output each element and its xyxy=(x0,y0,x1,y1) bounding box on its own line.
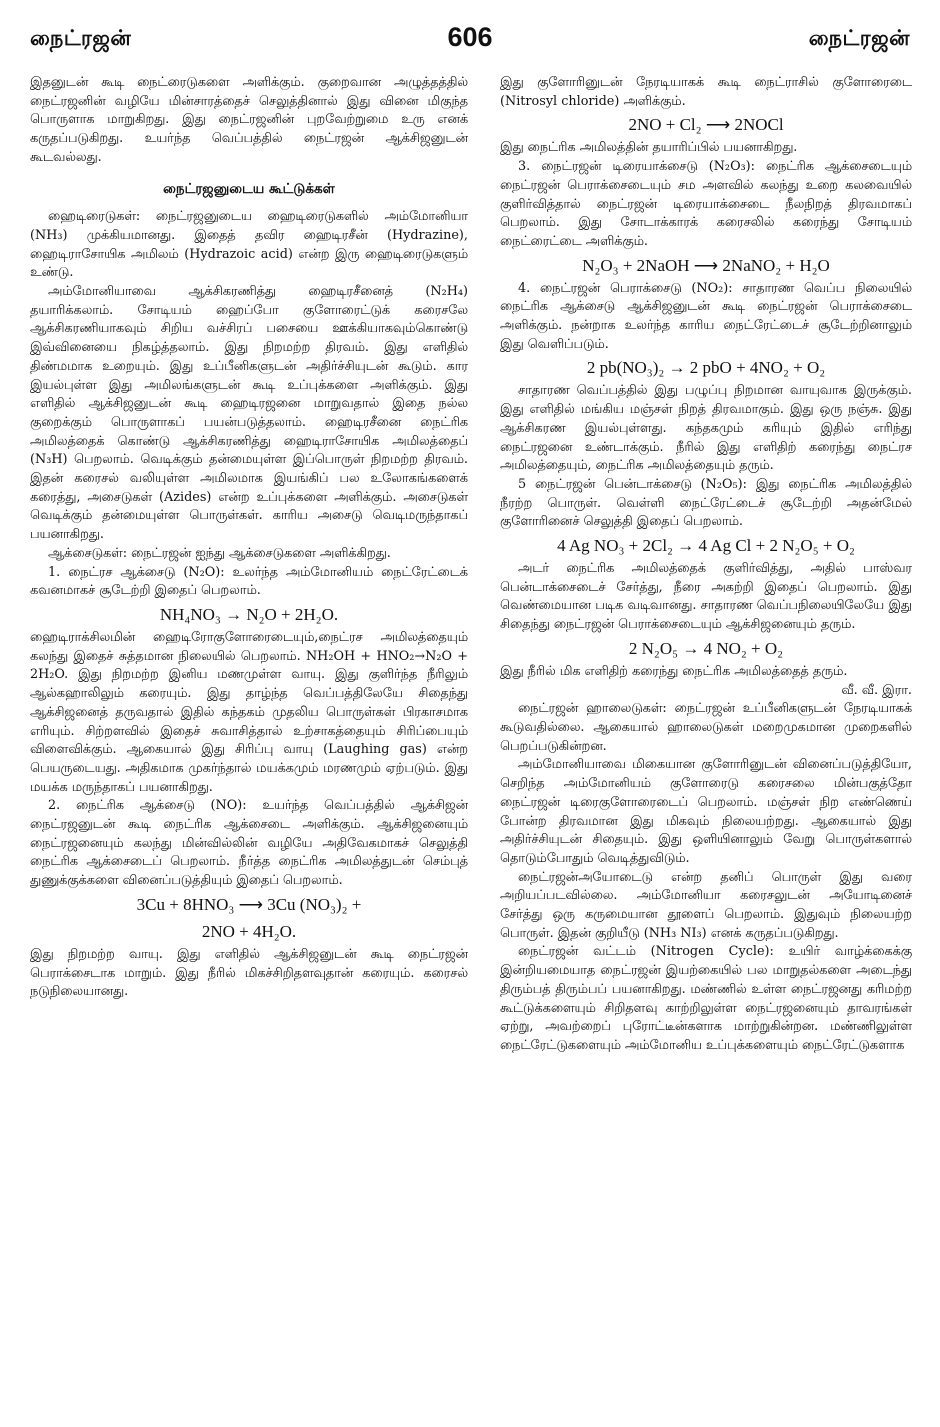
paragraph: 1. நைட்ரச ஆக்சைடு (N₂O): உலர்ந்த அம்மோனியம் நைட்ரேட்டைக் கவனமாகச் சூடேற்றி இதைப் பெறலாம். xyxy=(30,564,468,599)
left-column xyxy=(30,74,468,1407)
equation: 2 N₂O₅ → 4 NO₂ + O₂ xyxy=(628,638,784,658)
paragraph: இதனுடன் கூடி நைட்ரைடுகளை அளிக்கும். குறைவான அழுத்தத்தில் நைட்ரஜனின் வழியே மின்சாரத்தைச் செலுத்தினால் இது வினை மிகுந்த பொருளாக மாறுகிறது. இது நைட்ரஜனின் புறவேற்றுமை உரு எனக் கருதப்படுகிறது. உயர்ந்த வெப்பத்தில் நைட்ரஜன் ஆக்சிஜனுடன் கூடவல்லது. xyxy=(30,75,468,165)
paragraph: அம்மோனியாவை ஆக்சிகரணித்து ஹைடிரசீனைத் (N₂H₄) தயாரிக்கலாம். சோடியம் ஹைப்போ குளோரைட்டுக் கரைசலே ஆக்சிகரணியாகவும் சிறிய வச்சிரப் பசையை ஊக்கியாகவும்கொண்டு இவ்வினையை நிகழ்த்தலாம். இது நிறமற்ற திரவம். இது எளிதில் திண்மமாக உறையும். இது உப்பீனிகளுடன் அதிர்ச்சியுடன் கூடும். கார இயல்புள்ள இது அமிலங்களுடன் கூடி உப்புக்களை அளிக்கும். இது எளிதில் ஆக்சிஜனுடன் கூடி ஹைடிரஜனை மாறுவதால் இதை நல்ல குறைக்கும் பொருளாகப் பயன்படுத்தலாம். ஹைடிரசீனை நைட்ரிக அமிலத்தைக் கொண்டு ஆக்சிகரணித்து ஹைடிராசோயிக அமிலத்தைப் (N₃H) பெறலாம். வெடிக்கும் தன்மையுள்ள இப்பொருள் நிறமற்ற திரவம். இதன் கரைசல் வலியுள்ள அமிலமாக இயங்கிப் பல உலோகங்களைக் கரைத்து, அசைடுகள் (Azides) என்ற உப்புக்களை அளிக்கும். அசைடுகள் வெடிக்கும் தன்மையுள்ள பொருள்கள். காரிய அசைடு வெடிமருந்தாகப் பயனாகிறது. xyxy=(30,284,468,543)
paragraph: 2. நைட்ரிக ஆக்சைடு (NO): உயர்ந்த வெப்பத்தில் ஆக்சிஜன் நைட்ரஜனுடன் கூடி நைட்ரிக ஆக்சைடை அளிக்கும். ஆக்சிஜனையும் நைட்ரஜனையும் கலந்து மின்வில்லின் வழியே அதிவேகமாகச் செலுத்தி நைட்ரிக ஆக்சைடைப் பெறலாம். நீர்த்த நைட்ரிக அமிலத்துடன் செம்புத் துணுக்குக்களை வினைப்படுத்தியும் இதைப் பெறலாம். xyxy=(30,798,468,889)
paragraph: நைட்ரஜன் ஹாலைடுகள்: நைட்ரஜன் உப்பீனிகளுடன் நேரடியாகக் கூடுவதில்லை. ஆகையால் ஹாலைடுகள் மறைமுகமான முறைகளில் பெறப்படுகின்றன. xyxy=(500,701,912,754)
running-head-left: நைட்ரஜன் xyxy=(30,26,132,50)
equation: 2 pb(NO₃)₂ → 2 pbO + 4NO₂ + O₂ xyxy=(586,358,826,378)
paragraph: ஹைடிரைடுகள்: நைட்ரஜனுடைய ஹைடிரைடுகளில் அம்மோனியா (NH₃) முக்கியமானது. இதைத் தவிர ஹைடிரசீன் (Hydrazine), ஹைடிராசோயிக அமிலம் (Hydrazoic acid) என்ற இரு ஹைடிரைடுகளும் உண்டு. xyxy=(30,209,468,281)
author-signature: வீ. வீ. இரா. xyxy=(841,682,912,698)
right-column xyxy=(500,74,912,1407)
page-header xyxy=(30,22,910,62)
paragraph: நைட்ரஜன்அயோடைடு என்ற தனிப் பொருள் இது வரை அறியப்படவில்லை. அம்மோனியா கரைசலுடன் அயோடினைச் சேர்த்து ஒரு கருமையான தூளைப் பெறலாம். இதுவும் நிலையற்ற பொருள். இதன் குறியீடு (NH₃ NI₃) எனக் கருதப்படுகிறது. xyxy=(500,869,912,941)
running-head-right: நைட்ரஜன் xyxy=(808,26,910,50)
paragraph: இது நைட்ரிக அமிலத்தின் தயாரிப்பில் பயனாகிறது. xyxy=(500,140,798,156)
paragraph: 3. நைட்ரஜன் டிரையாக்சைடு (N₂O₃): நைட்ரிக ஆக்சைடையும் நைட்ரஜன் பெராக்சைடையும் சம அளவில் கலந்து உறை கலவையில் குளிர்வித்தால் நைட்ரஜன் டிரையாக்சைடை நீலநிறத் திரவமாகப் பெறலாம். இது சோடாக்காரக் கரைசலில் கரைந்து சோடியம் நைட்ரைட்டை அளிக்கும். xyxy=(500,159,912,249)
paragraph: 5 நைட்ரஜன் பென்டாக்சைடு (N₂O₅): இது நைட்ரிக அமிலத்தில் நீரற்ற பொருள். வெள்ளி நைட்ரேட்டைச் சூடேற்றி அதன்மேல் குளோரினைச் செலுத்தி இதைப் பெறலாம். xyxy=(500,476,912,530)
paragraph: அம்மோனியாவை மிகையான குளோரினுடன் வினைப்படுத்தியோ, செறிந்த அம்மோனியம் குளோரைடு கரைசலை மின்பகுத்தோ நைட்ரஜன் டிரைகுளோரைடைப் பெறலாம். மஞ்சள் நிற எண்ணெய் போன்ற திரவமான இது மிகவும் நிலையற்றது. ஆகையால் இது அதிர்ச்சியுடன் சிதையும். இது ஒளியினாலும் வேறு பொருள்களால் தொடும்போதும் வெடித்துவிடும். xyxy=(500,757,912,866)
paragraph: இது குளோரினுடன் நேரடியாகக் கூடி நைட்ராசில் குளோரைடை (Nitrosyl chloride) அளிக்கும். xyxy=(500,75,912,109)
paragraph: நைட்ரஜன் வட்டம் (Nitrogen Cycle): உயிர் வாழ்க்கைக்கு இன்றியமையாத நைட்ரஜன் இயற்கையில் பல மாறுதல்களை அடைந்து திரும்பத் திரும்பப் பயனாகிறது. மண்ணில் உள்ள நைட்ரஜனது கரிமற்ற கூட்டுக்களையும் சிறிதளவு காற்றிலுள்ள நைட்ரஜனையும் தாவரங்கள் ஏற்று, அவற்றைப் புரோட்டீன்களாக மாற்றுகின்றன. மண்ணிலுள்ள நைட்ரேட்டுகளையும் அம்மோனிய உப்புக்களையும் நைட்ரேட்டுகளாக xyxy=(500,944,912,1053)
paragraph: ஆக்சைடுகள்: நைட்ரஜன் ஐந்து ஆக்சைடுகளை அளிக்கிறது. xyxy=(48,545,391,561)
equation: 2NO + Cl₂ ⟶ 2NOCl xyxy=(628,115,784,135)
equation: 3Cu + 8HNO₃ ⟶ 3Cu (NO₃)₂ + xyxy=(136,894,362,914)
page-number: 606 xyxy=(447,22,493,52)
paragraph: ஹைடிராக்சிலமின் ஹைடிரோகுளோரைடையும்,நைட்ரச அமிலத்தையும் கலந்து இதைச் சுத்தமான நிலையில் பெறலாம். NH₂OH + HNO₂→N₂O + 2H₂O. இது நிறமற்ற இனிய மணமுள்ள வாயு. இது குளிர்ந்த நீரிலும் ஆல்கஹாலிலும் கரையும். இது தாழ்ந்த வெப்பத்திலேயே சிதைந்து ஆக்சிஜனைத் தருவதால் இதில் கந்தகம் முதலிய பொருள்கள் பிரகாசமாக எரியும். சிற்றளவில் இதைச் சுவாசித்தால் உற்சாகத்தையும் சிரிப்பையும் விளைவிக்கும். ஆகையால் இது சிரிப்பு வாயு (Laughing gas) என்ற பெயருடையது. அதிகமாக முகர்ந்தால் மயக்கமும் மரணமும் ஏற்படும். இது மயக்க மருந்தாகப் பயனாகிறது. xyxy=(30,629,468,795)
equation: 4 Ag NO₃ + 2Cl₂ → 4 Ag Cl + 2 N₂O₅ + O₂ xyxy=(557,536,855,556)
equation: N₂O₃ + 2NaOH ⟶ 2NaNO₂ + H₂O xyxy=(582,255,830,275)
paragraph: அடர் நைட்ரிக அமிலத்தைக் குளிர்வித்து, அதில் பாஸ்வர பென்டாக்சைடைச் சேர்த்து, நீரை அகற்றி இதைப் பெறலாம். இது வெண்மையான படிக வடிவானது. சாதாரண வெப்பநிலையிலேயே இது சிதைந்து நைட்ரஜன் பெராக்சைடையும் ஆக்சிஜனையும் தரும். xyxy=(500,561,912,633)
equation: 2NO + 4H₂O. xyxy=(201,921,297,941)
paragraph: 4. நைட்ரஜன் பெராக்சைடு (NO₂): சாதாரண வெப்ப நிலையில் நைட்ரிக ஆக்சைடு ஆக்சிஜனுடன் கூடி நைட்ரஜன் பெராக்சைடை அளிக்கும். நன்றாக உலர்ந்த காரிய நைட்ரேட்டைச் சூடேற்றினாலும் இது வெளிப்படும். xyxy=(500,280,912,352)
paragraph: இது நிறமற்ற வாயு. இது எளிதில் ஆக்சிஜனுடன் கூடி நைட்ரஜன் பெராக்சைடாக மாறும். இது நீரில் மிகச்சிறிதளவுதான் கரையும். கரைசல் நடுநிலையானது. xyxy=(30,946,468,1000)
section-heading: நைட்ரஜனுடைய கூட்டுக்கள் xyxy=(163,180,335,197)
paragraph: இது நீரில் மிக எளிதிற் கரைந்து நைட்ரிக அமிலத்தைத் தரும். xyxy=(500,663,848,679)
paragraph: சாதாரண வெப்பத்தில் இது பழுப்பு நிறமான வாயுவாக இருக்கும். இது எளிதில் மங்கிய மஞ்சள் நிறத் திரவமாகும். இது ஒரு நஞ்சு. இது ஆக்சிகரண இயல்புள்ளது. கந்தகமும் கரியும் இதில் எரிந்து நைட்ரஜனை உண்டாக்கும். நீரில் இது எளிதிற் கரைந்து நைட்ரச அமிலத்தையும், நைட்ரிக அமிலத்தையும் தரும். xyxy=(500,383,912,474)
equation: NH₄NO₃ → N₂O + 2H₂O. xyxy=(159,604,339,624)
